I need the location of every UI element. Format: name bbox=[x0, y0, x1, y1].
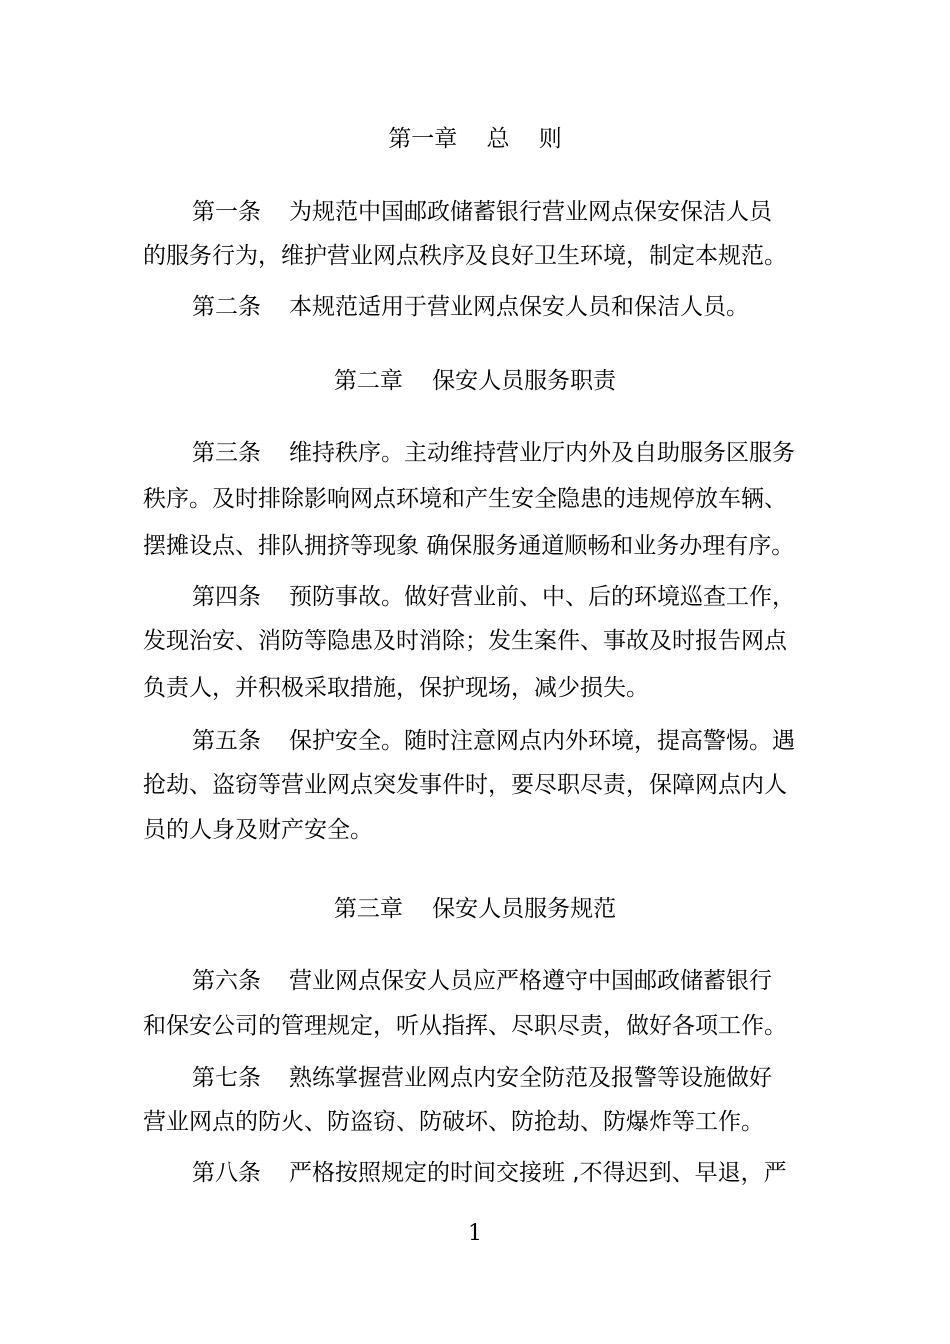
article-8-label: 第八条 bbox=[192, 1160, 261, 1186]
article-3-line-1 bbox=[192, 438, 832, 468]
article-3-line-2: 秩序。及时排除影响网点环境和产生安全隐患的违规停放车辆、 bbox=[143, 486, 787, 512]
article-5-line-3: 员的人身及财产安全。 bbox=[143, 817, 373, 843]
article-4-line-2: 发现治安、消防等隐患及时消除；发生案件、事故及时报告网点 bbox=[143, 628, 787, 654]
article-2-label: 第二条 bbox=[192, 294, 261, 320]
article-7-label: 第七条 bbox=[192, 1065, 261, 1091]
chapter-3-title: 第三章 保安人员服务规范 bbox=[333, 896, 617, 922]
article-1-line-2: 的服务行为，维护营业网点秩序及良好卫生环境，制定本规范。 bbox=[143, 243, 787, 269]
article-3-text: 维持秩序。主动维持营业厅内外及自助服务区服务 bbox=[289, 440, 795, 466]
article-1-line-1 bbox=[192, 197, 832, 227]
article-5-line-2: 抢劫、盗窃等营业网点突发事件时，要尽职尽责，保障网点内人 bbox=[143, 772, 787, 798]
article-5-label: 第五条 bbox=[192, 728, 261, 754]
article-7-line-2: 营业网点的防火、防盗窃、防破坏、防抢劫、防爆炸等工作。 bbox=[143, 1109, 764, 1135]
article-5-text: 保护安全。随时注意网点内外环境，提高警惕。遇 bbox=[289, 728, 795, 754]
article-6-line-1 bbox=[192, 966, 832, 996]
article-8-text: 严格按照规定的时间交接班 ,不得迟到、早退，严 bbox=[289, 1160, 787, 1186]
article-2-line-1 bbox=[192, 292, 832, 322]
article-6-text: 营业网点保安人员应严格遵守中国邮政储蓄银行 bbox=[289, 968, 772, 994]
chapter-1-title: 第一章 总 则 bbox=[388, 126, 562, 152]
article-6-line-2: 和保安公司的管理规定，听从指挥、尽职尽责，做好各项工作。 bbox=[143, 1013, 787, 1039]
article-4-text: 预防事故。做好营业前、中、后的环境巡查工作， bbox=[289, 584, 795, 610]
article-4-line-1 bbox=[192, 582, 832, 612]
chapter-2-title: 第二章 保安人员服务职责 bbox=[333, 368, 617, 394]
article-3-label: 第三条 bbox=[192, 440, 261, 466]
article-1-text: 为规范中国邮政储蓄银行营业网点保安保洁人员 bbox=[289, 199, 772, 225]
article-6-label: 第六条 bbox=[192, 968, 261, 994]
article-5-line-1 bbox=[192, 726, 832, 756]
article-1-label: 第一条 bbox=[192, 199, 261, 225]
article-7-text: 熟练掌握营业网点内安全防范及报警等设施做好 bbox=[289, 1065, 772, 1091]
article-4-label: 第四条 bbox=[192, 584, 261, 610]
article-7-line-1 bbox=[192, 1063, 832, 1093]
article-3-line-3: 摆摊设点、排队拥挤等现象 确保服务通道顺畅和业务办理有序。 bbox=[143, 533, 795, 559]
article-2-text: 本规范适用于营业网点保安人员和保洁人员。 bbox=[289, 294, 749, 320]
page-number: 1 bbox=[468, 1221, 482, 1246]
article-8-line-1 bbox=[192, 1158, 832, 1188]
article-4-line-3: 负责人，并积极采取措施，保护现场，减少损失。 bbox=[143, 675, 649, 701]
